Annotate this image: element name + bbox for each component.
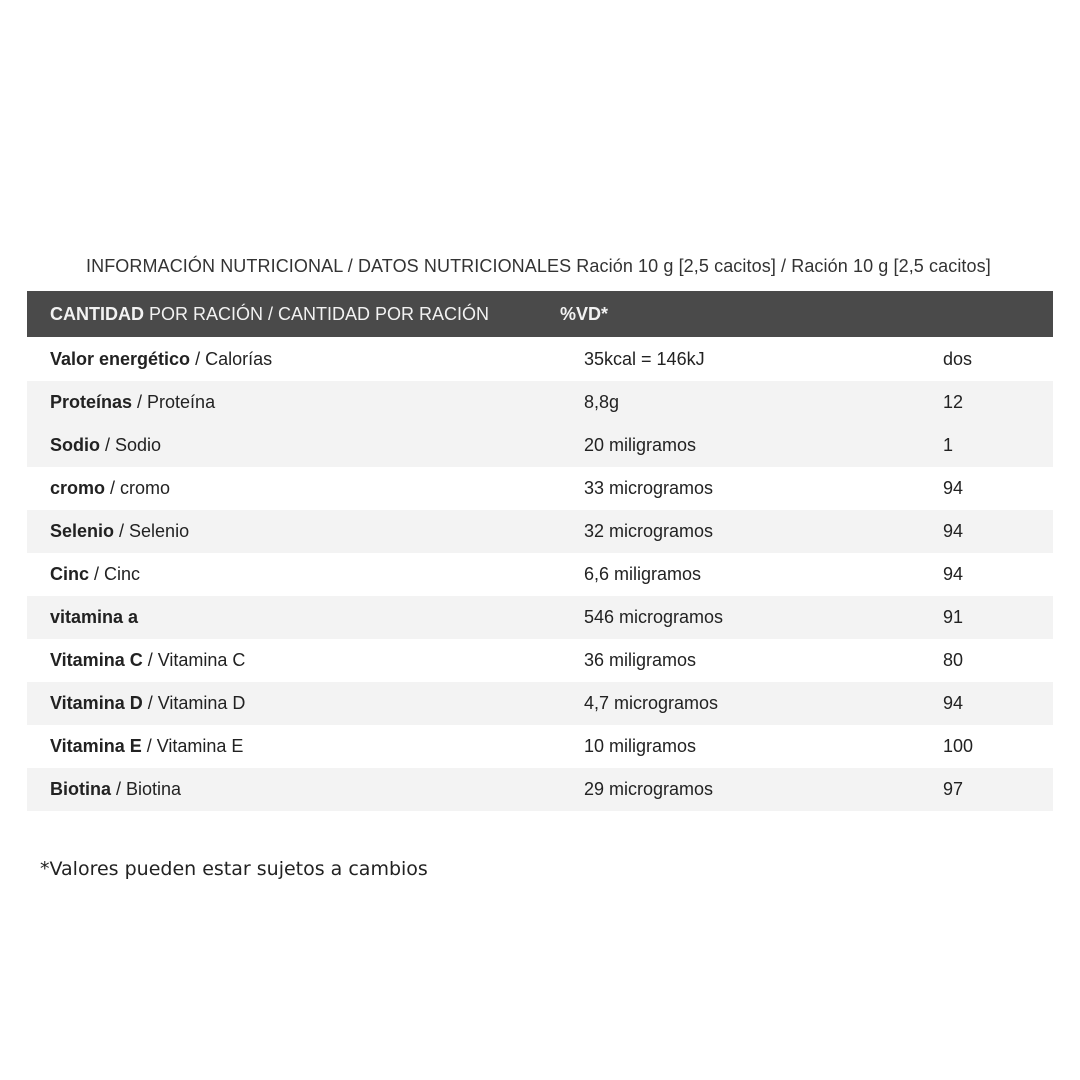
- footnote: *Valores pueden estar sujetos a cambios: [40, 858, 428, 880]
- nutrient-daily-value: 94: [943, 478, 964, 498]
- nutrient-amount: 6,6 miligramos: [584, 564, 702, 584]
- nutrient-name-cell: [27, 736, 584, 757]
- nutrient-name: Vitamina D: [50, 693, 143, 713]
- header-quantity-bold: CANTIDAD: [50, 303, 144, 324]
- nutrient-name-cell: [27, 392, 584, 413]
- nutrient-translation: / Cinc: [89, 564, 141, 584]
- nutrient-amount: 32 microgramos: [584, 521, 714, 541]
- nutrient-amount: 33 microgramos: [584, 478, 714, 498]
- nutrient-amount: 20 miligramos: [584, 435, 697, 455]
- nutrient-translation: / Vitamina E: [141, 736, 244, 756]
- nutrient-amount: 8,8g: [584, 392, 620, 412]
- nutrient-amount: 29 microgramos: [584, 779, 714, 799]
- nutrient-translation: / Calorías: [190, 348, 273, 369]
- nutrient-name-cell: [27, 693, 584, 714]
- nutrient-amount: 4,7 microgramos: [584, 693, 719, 713]
- nutrient-name-cell: [27, 564, 584, 585]
- table-row: [27, 725, 1053, 768]
- table-row: [27, 337, 1053, 381]
- nutrient-daily-value: 12: [943, 392, 964, 412]
- table-row: [27, 510, 1053, 553]
- table-header: [27, 291, 1053, 337]
- header-quantity-per-serving: [27, 304, 560, 325]
- nutrient-daily-value: 94: [943, 564, 964, 584]
- nutrient-translation: / Vitamina C: [142, 650, 246, 670]
- nutrient-name: Biotina: [50, 779, 111, 799]
- table-row: [27, 682, 1053, 725]
- nutrient-name: Valor energético: [50, 348, 191, 369]
- nutrient-name: Selenio: [50, 521, 115, 541]
- nutrient-name-cell: [27, 607, 584, 628]
- nutrient-name-cell: [27, 779, 584, 800]
- nutrient-name: Vitamina C: [50, 650, 143, 670]
- nutrient-daily-value: 94: [943, 693, 964, 713]
- nutrient-amount: 36 miligramos: [584, 650, 697, 670]
- nutrient-translation: / Sodio: [100, 435, 162, 455]
- nutrient-daily-value: 97: [943, 779, 964, 799]
- nutrient-name: vitamina a: [50, 607, 139, 627]
- table-row: [27, 596, 1053, 639]
- table-row: [27, 467, 1053, 510]
- header-daily-value: %VD*: [560, 303, 609, 324]
- table-row: [27, 639, 1053, 682]
- nutrient-daily-value: dos: [943, 348, 973, 369]
- table-row: [27, 768, 1053, 811]
- nutrient-amount: 35kcal = 146kJ: [584, 348, 705, 369]
- nutrient-name-cell: [27, 521, 584, 542]
- nutrient-translation: / Biotina: [111, 779, 182, 799]
- nutrient-translation: / Vitamina D: [142, 693, 246, 713]
- table-row: [27, 553, 1053, 596]
- nutrient-daily-value: 91: [943, 607, 964, 627]
- nutrient-daily-value: 100: [943, 736, 974, 756]
- table-caption: INFORMACIÓN NUTRICIONAL / DATOS NUTRICIONALES Ración 10 g [2,5 cacitos] / Ración 10 g [2,5 cacitos]: [86, 256, 991, 276]
- nutrient-amount: 10 miligramos: [584, 736, 697, 756]
- nutrient-daily-value: 1: [943, 435, 954, 455]
- nutrient-name-cell: [27, 435, 584, 456]
- nutrient-amount: 546 microgramos: [584, 607, 724, 627]
- table-row: [27, 424, 1053, 467]
- nutrition-table: [27, 291, 1053, 811]
- nutrient-translation: / Proteína: [132, 392, 216, 412]
- nutrient-name-cell: [27, 349, 584, 370]
- header-quantity-rest: POR RACIÓN / CANTIDAD POR RACIÓN: [144, 303, 490, 324]
- table-row: [27, 381, 1053, 424]
- nutrient-daily-value: 80: [943, 650, 964, 670]
- nutrient-name: cromo: [50, 478, 106, 498]
- nutrient-translation: / cromo: [105, 478, 171, 498]
- nutrient-translation: / Selenio: [114, 521, 190, 541]
- nutrient-name-cell: [27, 478, 584, 499]
- nutrient-daily-value: 94: [943, 521, 964, 541]
- nutrient-name: Cinc: [50, 564, 90, 584]
- nutrient-name: Proteínas: [50, 392, 133, 412]
- nutrient-name: Vitamina E: [50, 736, 142, 756]
- nutrient-name: Sodio: [50, 435, 100, 455]
- nutrient-name-cell: [27, 650, 584, 671]
